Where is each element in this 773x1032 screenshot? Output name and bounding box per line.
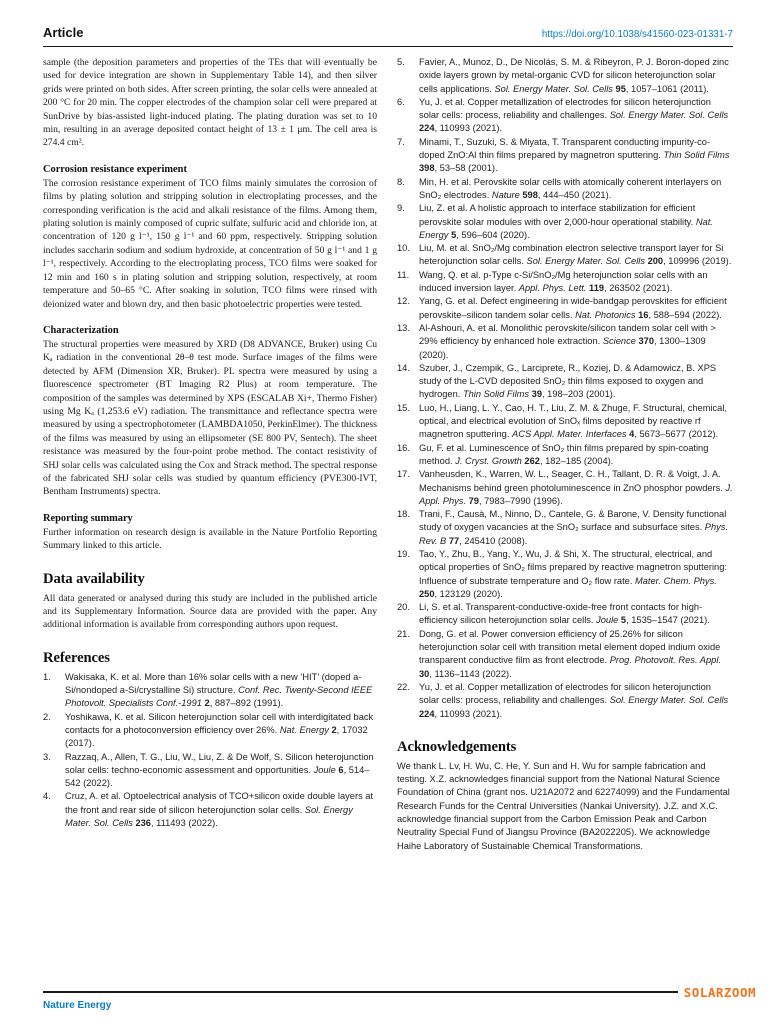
reference-number: 3.	[43, 751, 51, 762]
reference-number: 8.	[397, 176, 405, 187]
reference-item	[397, 322, 733, 362]
reference-number: 6.	[397, 96, 405, 107]
reference-number: 7.	[397, 136, 405, 147]
reference-item	[43, 790, 377, 830]
reference-text: Vanheusden, K., Warren, W. L., Seager, C. H., Tallant, D. R. & Voigt, J. A. Mechanisms behind green photoluminescence in ZnO phosphor powders. J. Appl. Phys. 79, 7983–7990 (1996).	[419, 469, 733, 506]
reference-item	[397, 136, 733, 176]
reference-text: Gu, F. et al. Luminescence of SnO₂ thin films prepared by spin-coating method. J. Cryst. Growth 262, 182–185 (2004).	[419, 442, 709, 466]
article-type-label: Article	[43, 25, 84, 40]
reference-item	[397, 468, 733, 508]
reference-text: Dong, G. et al. Power conversion efficiency of 25.26% for silicon heterojunction solar cell with transition metal element doped indium oxide transparent conductive film as front electrode. Prog. Photovolt. Res. Appl. 30, 1136–1143 (2022).	[419, 628, 721, 679]
section-heading-data-availability: Data availability	[43, 570, 145, 587]
reference-text: Liu, M. et al. SnO₂/Mg combination electron selective transport layer for Si heterojunction solar cells. Sol. Energy Mater. Sol. Cells 200, 109996 (2019).	[419, 243, 732, 267]
reference-item	[397, 242, 733, 269]
reference-number: 4.	[43, 791, 51, 802]
reference-text: Yu, J. et al. Copper metallization of electrodes for silicon heterojunction solar cells: process, reliability and challenges. Sol. Energy Mater. Sol. Cells 224, 110993 (2021).	[419, 681, 729, 719]
section-heading-acknowledgements: Acknowledgements	[397, 738, 517, 755]
reference-number: 15.	[397, 402, 410, 413]
reference-number: 18.	[397, 509, 410, 520]
reference-text: Li, S. et al. Transparent-conductive-oxide-free front contacts for high-efficiency silicon heterojunction solar cells. Joule 5, 1535–1547 (2021).	[419, 602, 710, 626]
left-column	[43, 56, 377, 853]
section-heading-characterization: Characterization	[43, 324, 119, 336]
reference-number: 20.	[397, 602, 410, 613]
reference-text: Razzaq, A., Allen, T. G., Liu, W., Liu, Z. & De Wolf, S. Silicon heterojunction solar cells: techno-economic assessment and opportunities. Joule 6, 514–542 (2022).	[65, 751, 374, 789]
corrosion-paragraph: The corrosion resistance experiment of TCO films mainly simulates the corrosion of films by plating solution and stripping solution in electroplating processes, and the corresponding verification is the acid and alkali resistance of the films. Among them, plating solution is mainly composed of cupric sulfate, sulfuric acid and chloride ion, at concentration of 120 g l⁻¹, 150 g l⁻¹ and 60 ppm, respectively. Stripping solution includes saccharin sodium and sodium hydroxide, at concentration of 50 g l⁻¹ and 1 g l⁻¹, respectively. According to the electroplating process, TCO films were soaked for 12 min and 160 s in plating solution and stripping solution, respectively, at room temperature and 50–65 °C. After soaking in solution, TCO films were rinsed with deionized water and blown dry, and then basic photoelectric properties were tested.	[43, 177, 377, 310]
reporting-summary-paragraph: Further information on research design is available in the Nature Portfolio Reporting Summary linked to this article.	[43, 526, 377, 552]
data-availability-paragraph: All data generated or analysed during this study are included in the published article and its Supplementary Information. Source data are provided with the paper. Any additional information is available from corresponding authors upon request.	[43, 592, 377, 631]
reference-item	[397, 402, 733, 442]
reference-number: 13.	[397, 322, 410, 333]
reference-text: Liu, Z. et al. A holistic approach to interface stabilization for efficient perovskite solar modules with over 2,000-hour operational stability. Nat. Energy 5, 596–604 (2020).	[419, 203, 713, 240]
reference-text: Luo, H., Liang, L. Y., Cao, H. T., Liu, Z. M. & Zhuge, F. Structural, chemical, optical, and electrical evolution of SnOₓ films deposited by reactive rf magnetron sputtering. ACS Appl. Mater. Interfaces 4, 5673–5677 (2012).	[419, 402, 727, 440]
reference-text: Minami, T., Suzuki, S. & Miyata, T. Transparent conducting impurity-co-doped ZnO:Al thin films prepared by magnetron sputtering. Thin Solid Films 398, 53–58 (2001).	[419, 136, 730, 174]
reference-item	[397, 56, 733, 96]
reference-text: Yu, J. et al. Copper metallization of electrodes for silicon heterojunction solar cells: process, reliability and challenges. Sol. Energy Mater. Sol. Cells 224, 110993 (2021).	[419, 96, 729, 134]
journal-name: Nature Energy	[43, 1000, 112, 1011]
acknowledgements-paragraph: We thank L. Lv, H. Wu, C. He, Y. Sun and H. Wu for sample fabrication and testing. X.Z. acknowledges financial support from the National Natural Science Foundation of China (grant nos. U21A2072 and 62274099) and the Fundamental Research Funds for the Central Universities (Nankai University). J.Z. and X.C. acknowledge financial support from the Carbon Emission Peak and Carbon Neutrality Special Fund of Jiangsu Province (BA2022205). We acknowledge Haihe Laboratory of Sustainable Chemical Transformations.	[397, 760, 730, 851]
reference-number: 17.	[397, 469, 410, 480]
page-header	[43, 0, 733, 40]
reference-item	[397, 269, 733, 296]
reference-number: 16.	[397, 442, 410, 453]
reference-number: 22.	[397, 681, 410, 692]
reference-number: 14.	[397, 362, 410, 373]
reference-text: Cruz, A. et al. Optoelectrical analysis of TCO+silicon oxide double layers at the front and rear side of silicon heterojunction solar cells. Sol. Energy Mater. Sol. Cells 236, 111493 (2022).	[65, 791, 374, 829]
reference-item	[397, 628, 733, 681]
section-heading-reporting-summary: Reporting summary	[43, 512, 133, 524]
reference-number: 21.	[397, 628, 410, 639]
reference-number: 2.	[43, 711, 51, 722]
reference-list-left	[43, 671, 377, 831]
reference-text: Favier, A., Munoz, D., De Nicolás, S. M. & Ribeyron, P. J. Boron-doped zinc oxide layers grown by metal-organic CVD for silicon heterojunction solar cells applications. Sol. Energy Mater. Sol. Cells 95, 1057–1061 (2011).	[419, 57, 729, 94]
characterization-paragraph: The structural properties were measured by XRD (D8 ADVANCE, Bruker) using Cu Kₐ radiation in the conventional 2θ–θ test mode. Surface images of the films were detected by AFM (Dimension XR, Bruker). PL spectra were measured by using a fluorescence spectrometer (BT Imaging R2 Plus) at room temperature. The composition of the samples was determined by XPS (ESCALAB Xi+, Thermo Fisher) using Mg Kₐ (1,253.6 eV) radiation. The transmittance and reflectance spectra were measured by using a spectrophotometer (LAMBDA1050, PerkinElmer). The thickness of the films was measured by using an ellipsometer (SE 800 PV, Sentech). The sheet resistance was measured by the four-point probe method. The contact resistivity of SHJ solar cells was calculated using the Cox and Strack method. The spectral response of the fabricated SHJ solar cells was studied by quantum efficiency (PVE300-IVT, Bentham Instruments) spectra.	[43, 338, 377, 498]
reference-number: 11.	[397, 269, 410, 280]
reference-item	[397, 295, 733, 322]
reference-text: Yang, G. et al. Defect engineering in wide-bandgap perovskites for efficient perovskite–silicon tandem solar cells. Nat. Photonics 16, 588–594 (2022).	[419, 296, 727, 320]
watermark-solarzoom: SOLARZOOM	[678, 985, 759, 1002]
section-heading-references: References	[43, 649, 110, 666]
reference-number: 1.	[43, 671, 51, 682]
reference-item	[397, 202, 733, 242]
reference-number: 19.	[397, 548, 410, 559]
reference-number: 12.	[397, 296, 410, 307]
reference-list-right	[397, 56, 733, 721]
reference-text: Tao, Y., Zhu, B., Yang, Y., Wu, J. & Shi, X. The structural, electrical, and optical properties of SnO₂ films prepared by reactive magnetron sputtering: Influence of substrate temperature and O₂ flow rate. Mater. Chem. Phys. 250, 123129 (2020).	[419, 548, 727, 599]
reference-item	[397, 601, 733, 628]
reference-item	[397, 681, 733, 721]
reference-item	[43, 671, 377, 711]
reference-text: Al-Ashouri, A. et al. Monolithic perovskite/silicon tandem solar cell with > 29% efficiency by enhanced hole extraction. Science 370, 1300–1309 (2020).	[419, 322, 716, 360]
footer-rule	[43, 991, 733, 993]
reference-item	[397, 176, 733, 203]
reference-text: Yoshikawa, K. et al. Silicon heterojunction solar cell with interdigitated back contacts for a photoconversion efficiency over 26%. Nat. Energy 2, 17032 (2017).	[65, 711, 374, 749]
reference-text: Szuber, J., Czempik, G., Larciprete, R., Koziej, D. & Adamowicz, B. XPS study of the L-CVD deposited SnO₂ thin films exposed to oxygen and hydrogen. Thin Solid Films 39, 198–203 (2001).	[419, 362, 717, 400]
reference-item	[397, 508, 733, 548]
reference-item	[397, 362, 733, 402]
reference-item	[397, 96, 733, 136]
right-column	[397, 56, 733, 853]
reference-item	[43, 711, 377, 751]
reference-item	[43, 751, 377, 791]
reference-number: 5.	[397, 57, 405, 67]
section-heading-corrosion: Corrosion resistance experiment	[43, 163, 187, 175]
doi-link[interactable]: https://doi.org/10.1038/s41560-023-01331-7	[541, 29, 733, 40]
reference-item	[397, 548, 733, 601]
reference-text: Wang, Q. et al. p-Type c-Si/SnO₂/Mg heterojunction solar cells with an induced inversion layer. Appl. Phys. Lett. 119, 263502 (2021).	[419, 269, 708, 294]
header-rule	[43, 46, 733, 47]
reference-number: 10.	[397, 243, 410, 254]
reference-text: Trani, F., Causà, M., Ninno, D., Cantele, G. & Barone, V. Density functional study of oxygen vacancies at the SnO₂ surface and subsurface sites. Phys. Rev. B 77, 245410 (2008).	[419, 509, 729, 546]
intro-paragraph: sample (the deposition parameters and properties of the TEs that will eventually be used for device integration are shown in Supplementary Table 14), and then silver grids were printed on both sides. After screen printing, the solar cells were annealed at 200 °C for 20 min. The copper electrodes of the champion solar cell were prepared at SunDrive by bias-assisted light-induced plating. The plating duration was set to 10 min, resulting in an average deposited contact height of 13 ± 1 μm. The cell area is 274.4 cm².	[43, 57, 377, 149]
two-column-body	[43, 56, 733, 853]
reference-number: 9.	[397, 203, 405, 214]
reference-item	[397, 442, 733, 469]
reference-text: Wakisaka, K. et al. More than 16% solar cells with a new ‘HIT’ (doped a-Si/nondoped a-Si/crystalline Si) structure. Conf. Rec. Twenty-Second IEEE Photovolt. Specialists Conf.-1991 2, 887–892 (1991).	[65, 671, 373, 709]
reference-text: Min, H. et al. Perovskite solar cells with atomically coherent interlayers on SnO₂ electrodes. Nature 598, 444–450 (2021).	[419, 176, 722, 200]
